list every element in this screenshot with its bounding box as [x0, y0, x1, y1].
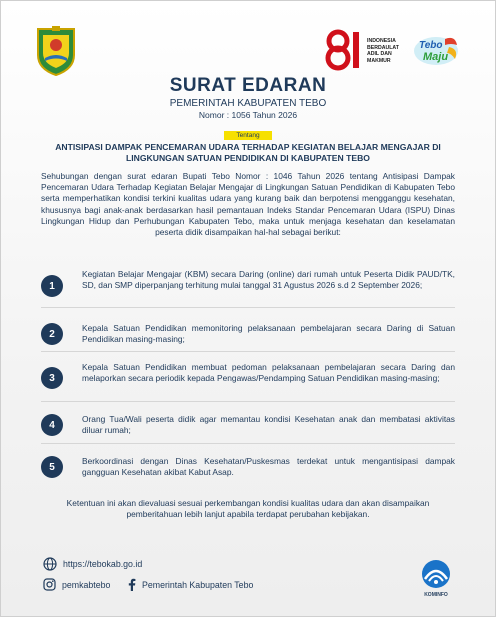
document-number: Nomor : 1056 Tahun 2026	[198, 110, 298, 120]
facebook-link[interactable]	[127, 578, 253, 591]
website-link[interactable]	[43, 557, 142, 571]
tebo-maju-logo-icon	[411, 31, 461, 71]
facebook-icon	[127, 578, 136, 591]
anniversary-motto: INDONESIA BERDAULAT ADIL DAN MAKMUR	[367, 38, 399, 64]
about-label-wrap	[1, 124, 495, 142]
item-text: Berkoordinasi dengan Dinas Kesehatan/Puskesmas terdekat untuk mengantisipasi dampak gangguan Kesehatan akibat Kabut Asap.	[82, 456, 455, 478]
svg-text:Tebo: Tebo	[419, 40, 443, 51]
divider	[41, 351, 455, 352]
item-text: Kepala Satuan Pendidikan memonitoring pelaksanaan pembelajaran secara Daring di Satuan Pendidikan masing-masing;	[82, 323, 455, 345]
divider	[41, 401, 455, 402]
item-text: Kepala Satuan Pendidikan membuat pedoman pelaksanaan pembelajaran secara Daring dan melaporkan secara periodik kepada Pengawas/Pendamping Satuan Pendidikan masing-masing;	[82, 362, 455, 384]
issuer-name: PEMERINTAH KABUPATEN TEBO	[169, 98, 327, 109]
item-number-badge: 3	[41, 367, 63, 389]
kominfo-label: KOMINFO	[424, 592, 448, 598]
item-text: Kegiatan Belajar Mengajar (KBM) secara Daring (online) dari rumah untuk Peserta Didik PAUD/TK, SD, dan SMP diperpanjang terhitung mulai tanggal 31 Agustus 2026 s.d 2 September 2026;	[82, 269, 455, 291]
globe-icon	[43, 557, 57, 571]
svg-text:Maju: Maju	[423, 51, 449, 63]
website-url: https://tebokab.go.id	[63, 559, 143, 569]
item-number-badge: 4	[41, 414, 63, 436]
document-title: SURAT EDARAN	[169, 75, 327, 96]
instagram-icon	[43, 578, 56, 591]
facebook-page-name: Pemerintah Kabupaten Tebo	[142, 579, 254, 590]
item-number-badge: 2	[41, 323, 63, 345]
item-number-badge: 1	[41, 275, 63, 297]
divider	[41, 307, 455, 308]
about-label: Tentang	[224, 131, 271, 140]
tebo-regency-emblem-icon	[35, 25, 77, 77]
anniversary-81-logo-icon	[325, 29, 365, 71]
item-number-badge: 5	[41, 456, 63, 478]
closing-paragraph: Ketentuan ini akan dievaluasi sesuai perkembangan kondisi kualitas udara dan akan disampaikan pemberitahuan lebih lanjut apabila terdapat perubahan kebijakan.	[66, 498, 430, 520]
divider	[41, 443, 455, 444]
instagram-handle: pemkabtebo	[62, 579, 111, 590]
intro-paragraph: Sehubungan dengan surat edaran Bupati Tebo Nomor : 1046 Tahun 2026 tentang Antisipasi Dampak Pencemaran Udara Terhadap Kegiatan Belajar Mengajar di Lingkungan Satuan Pendidikan di Kabupaten Tebo serta memperhatikan kondisi terkini kualitas udara yang kurang baik dan berpotensi mengganggu kesehatan, khususnya bagi anak-anak berdasarkan hasil pemantauan Indeks Standar Pencemaran Udara (ISPU) Dinas Lingkungan Hidup dan Perhubungan Kabupaten Tebo, maka untuk menjaga kesehatan dan keselamatan peserta didik disampaikan hal-hal sebagai berikut:	[41, 171, 455, 238]
instagram-link[interactable]	[43, 578, 110, 591]
document-subject: ANTISIPASI DAMPAK PENCEMARAN UDARA TERHADAP KEGIATAN BELAJAR MENGAJAR DI LINGKUNGAN SATUAN PENDIDIKAN DI KABUPATEN TEBO	[55, 142, 441, 163]
item-text: Orang Tua/Wali peserta didik agar memantau kondisi Kesehatan anak dan membatasi aktivitas diluar rumah;	[82, 414, 455, 436]
